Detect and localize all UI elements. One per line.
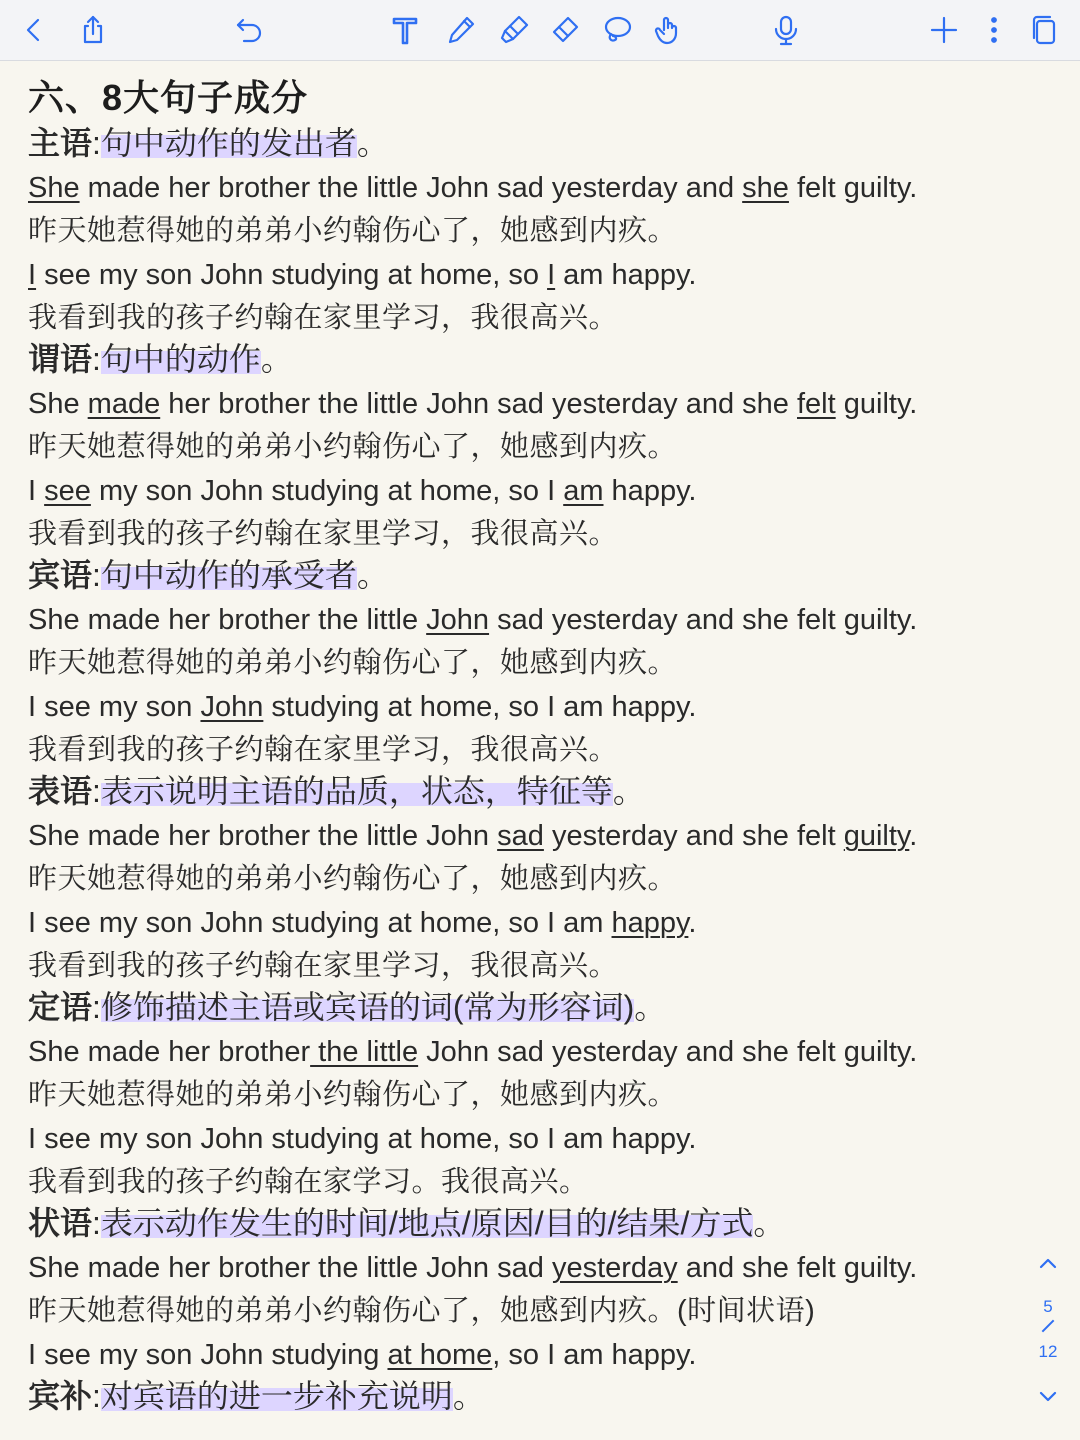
eraser-icon [549, 14, 581, 46]
sentence-text: 昨天她惹得她的弟弟小约翰伤心了，她感到内疚。 [28, 431, 678, 464]
sentence-text: 昨天她惹得她的弟弟小约翰伤心了，她感到内疚。 [28, 863, 678, 896]
definition-end-punctuation: 。 [260, 341, 293, 377]
chinese-translation-line [28, 860, 677, 898]
eraser-tool-button[interactable] [545, 10, 585, 50]
more-vertical-icon [978, 14, 1010, 46]
sentence-text: guilty. [835, 388, 918, 421]
sentence-text: happy. [603, 474, 697, 507]
label-colon: : [92, 989, 101, 1025]
underlined-sentence-part: She [28, 172, 80, 205]
sentence-text: 昨天她惹得她的弟弟小约翰伤心了，她感到内疚。 [28, 647, 678, 680]
underlined-sentence-part: guilty [843, 820, 910, 853]
section-definition: 表示动作发生的时间/地点/原因/目的/结果/方式 [100, 1205, 754, 1241]
section-term: 状语 [28, 1205, 93, 1241]
example-sentence-line [28, 256, 696, 294]
sentence-text: She made her brother the little John [28, 820, 498, 853]
label-colon: : [92, 773, 101, 809]
definition-end-punctuation: 。 [452, 1377, 485, 1414]
sentence-text: yesterday and she felt [543, 820, 844, 853]
plus-icon [928, 14, 960, 46]
microphone-button[interactable] [766, 10, 806, 50]
chinese-translation-line [28, 428, 677, 466]
previous-page-button[interactable] [1036, 1252, 1060, 1276]
label-colon: : [92, 1205, 101, 1241]
sentence-text: 昨天她惹得她的弟弟小约翰伤心了，她感到内疚。 [28, 215, 678, 248]
chinese-translation-line [28, 1076, 677, 1114]
underlined-sentence-part: see [44, 474, 91, 507]
underlined-sentence-part: I [547, 258, 556, 291]
sentence-text: 昨天她惹得她的弟弟小约翰伤心了，她感到内疚。 [28, 1079, 678, 1112]
lasso-icon [601, 14, 633, 46]
underlined-sentence-part: I [28, 258, 37, 291]
page-indicator [1025, 1248, 1071, 1418]
example-sentence-line [28, 1120, 696, 1158]
label-colon: : [92, 125, 101, 161]
example-sentence-line [28, 601, 917, 639]
underlined-sentence-part: am [563, 474, 604, 507]
chinese-translation-line [28, 644, 677, 682]
underlined-sentence-part: sad [497, 820, 544, 853]
chinese-translation-line [28, 1163, 589, 1201]
section-label [28, 772, 645, 812]
more-options-button[interactable] [974, 10, 1014, 50]
sentence-text: She made her brother the little [28, 604, 427, 637]
section-definition: 句中动作的承受者 [100, 557, 357, 593]
sentence-text: I see my son John studying at home, so I am [28, 906, 612, 939]
underlined-sentence-part: at home [387, 1338, 493, 1371]
top-toolbar [0, 0, 1080, 61]
sentence-text: I see my son [28, 690, 201, 723]
section-term: 宾语 [28, 557, 93, 593]
label-colon: : [92, 1377, 101, 1414]
definition-end-punctuation: 。 [634, 989, 667, 1025]
back-button[interactable] [14, 10, 54, 50]
total-page-count: 12 [1038, 1342, 1058, 1361]
underlined-sentence-part: happy [611, 906, 689, 939]
pages-icon [1028, 14, 1060, 46]
sentence-text: my son John studying at home, so I [90, 474, 564, 507]
chinese-translation-line [28, 1292, 815, 1330]
current-page-number: 5 [1043, 1297, 1053, 1316]
undo-icon [233, 14, 265, 46]
chinese-translation-line [28, 515, 618, 553]
chinese-translation-line [28, 212, 677, 250]
section-label [28, 1377, 485, 1417]
example-sentence-line [28, 817, 917, 855]
section-term: 主语 [28, 125, 93, 161]
sentence-text: made her brother the little John sad yesterday and [79, 172, 743, 205]
sentence-text: John sad yesterday and she felt guilty. [418, 1036, 918, 1069]
page-heading: 六、8大句子成分 [28, 77, 309, 118]
definition-end-punctuation: 。 [356, 557, 389, 593]
definition-end-punctuation: 。 [356, 125, 389, 161]
section-definition: 表示说明主语的品质，状态，特征等 [100, 773, 613, 809]
underlined-sentence-part: she [742, 172, 789, 205]
example-sentence-line [28, 904, 696, 942]
section-label [28, 124, 389, 164]
text-tool-button[interactable] [385, 10, 425, 50]
chinese-translation-line [28, 947, 618, 985]
label-colon: : [92, 341, 101, 377]
pen-tool-button[interactable] [441, 10, 481, 50]
example-sentence-line [28, 688, 696, 726]
sentence-text: 我看到我的孩子约翰在家里学习，我很高兴。 [28, 301, 619, 334]
sentence-text: She made her brother [28, 1036, 311, 1069]
section-term: 谓语 [28, 341, 93, 377]
sentence-text: studying at home, so I am happy. [263, 690, 697, 723]
text-t-icon [389, 14, 421, 46]
sentence-text: 昨天她惹得她的弟弟小约翰伤心了，她感到内疚。(时间状语) [28, 1295, 816, 1328]
sentence-text: 我看到我的孩子约翰在家学习。我很高兴。 [28, 1165, 589, 1198]
sentence-text: 我看到我的孩子约翰在家里学习，我很高兴。 [28, 733, 619, 766]
share-icon [77, 14, 109, 46]
example-sentence-line [28, 1033, 917, 1071]
lasso-tool-button[interactable] [597, 10, 637, 50]
chevron-down-icon [1036, 1384, 1060, 1408]
sentence-text: . [688, 906, 697, 939]
section-definition: 句中动作的发出者 [100, 125, 357, 161]
undo-button[interactable] [229, 10, 269, 50]
pen-icon [445, 14, 477, 46]
definition-end-punctuation: 。 [753, 1205, 786, 1241]
sentence-text: sad yesterday and she felt guilty. [489, 604, 918, 637]
section-definition: 对宾语的进一步补充说明 [100, 1377, 453, 1414]
highlighter-tool-button[interactable] [494, 10, 534, 50]
share-button[interactable] [73, 10, 113, 50]
sentence-text: . [909, 820, 918, 853]
sentence-text: 我看到我的孩子约翰在家里学习，我很高兴。 [28, 949, 619, 982]
section-definition: 句中的动作 [100, 341, 261, 377]
hand-pointer-icon [652, 14, 684, 46]
sentence-text: She [28, 388, 88, 421]
sentence-text: am happy. [555, 258, 697, 291]
sentence-text: She made her brother the little John sad [28, 1252, 552, 1285]
underlined-sentence-part: John [200, 690, 264, 723]
highlighter-icon [498, 14, 530, 46]
sentence-text: I [28, 474, 45, 507]
example-sentence-line [28, 472, 696, 510]
microphone-icon [770, 14, 802, 46]
sentence-text: I see my son John studying at home, so I am happy. [28, 1122, 697, 1155]
chinese-translation-line [28, 731, 618, 769]
section-label [28, 1204, 785, 1244]
underlined-sentence-part: made [87, 388, 161, 421]
sentence-text: I see my son John studying [28, 1338, 388, 1371]
section-label [28, 988, 666, 1028]
section-term: 宾补 [28, 1377, 93, 1414]
hand-tool-button[interactable] [648, 10, 688, 50]
chevron-left-icon [18, 14, 50, 46]
sentence-text: see my son John studying at home, so [36, 258, 548, 291]
section-definition: 修饰描述主语或宾语的词(常为形容词) [100, 989, 635, 1025]
sentence-text: her brother the little John sad yesterday and she [160, 388, 797, 421]
add-page-button[interactable] [924, 10, 964, 50]
sentence-text: and she felt guilty. [677, 1252, 918, 1285]
section-term: 表语 [28, 773, 93, 809]
chinese-translation-line [28, 299, 618, 337]
underlined-sentence-part: the little [310, 1036, 419, 1069]
sentence-text: , so I am happy. [492, 1338, 697, 1371]
underlined-sentence-part: John [426, 604, 490, 637]
chevron-up-icon [1036, 1252, 1060, 1276]
section-term: 定语 [28, 989, 93, 1025]
underlined-sentence-part: yesterday [551, 1252, 678, 1285]
section-label [28, 556, 389, 596]
sentence-text: felt guilty. [788, 172, 918, 205]
section-label [28, 340, 293, 380]
example-sentence-line [28, 385, 917, 423]
pages-button[interactable] [1024, 10, 1064, 50]
underlined-sentence-part: felt [797, 388, 836, 421]
definition-end-punctuation: 。 [612, 773, 645, 809]
page-separator [1042, 1320, 1055, 1333]
example-sentence-line [28, 1336, 696, 1374]
sentence-text: 我看到我的孩子约翰在家里学习，我很高兴。 [28, 517, 619, 550]
example-sentence-line [28, 1249, 917, 1287]
label-colon: : [92, 557, 101, 593]
next-page-button[interactable] [1036, 1384, 1060, 1408]
example-sentence-line [28, 169, 917, 207]
